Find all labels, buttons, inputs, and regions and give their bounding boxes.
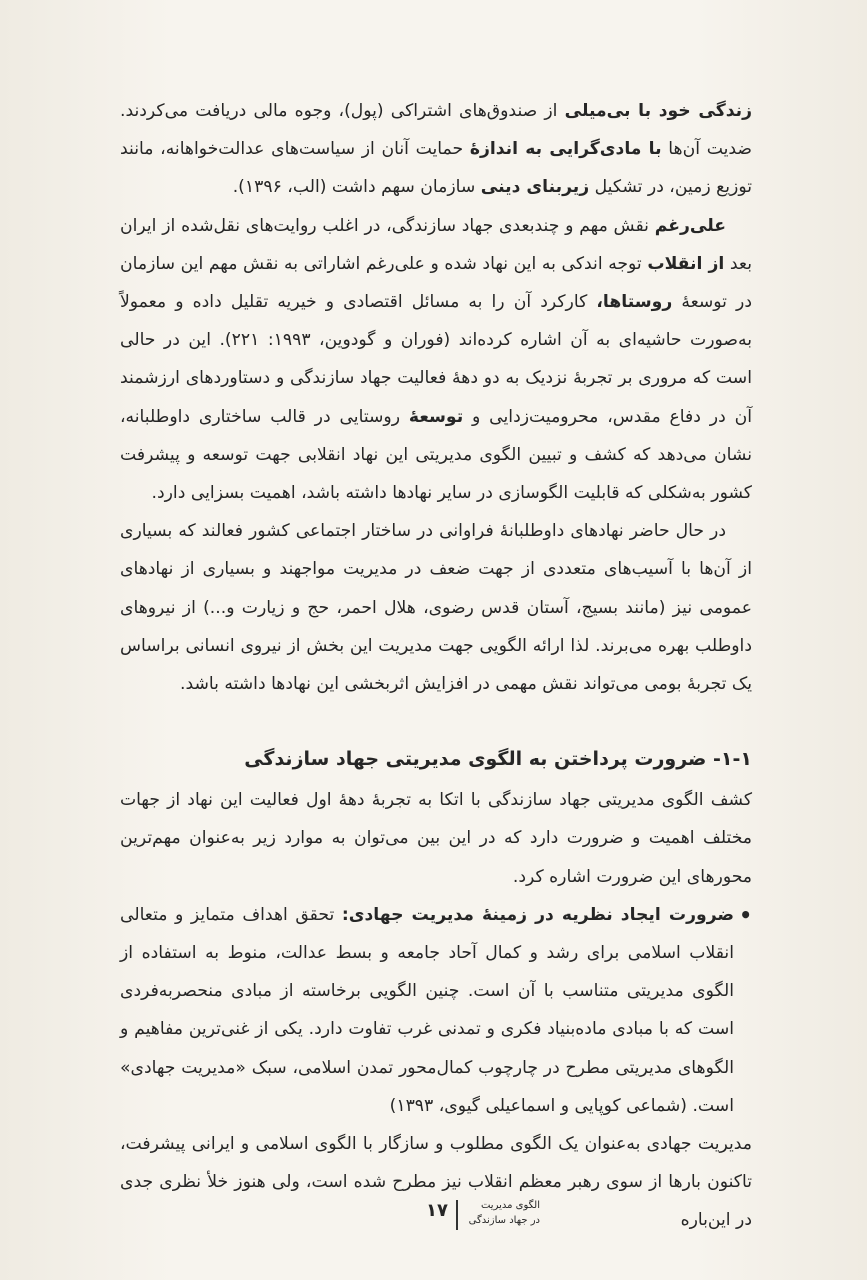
paragraph-2 [120, 207, 752, 513]
paragraph-3: در حال حاضر نهادهای داوطلبانهٔ فراوانی در ساختار اجتماعی کشور فعالند که بسیاری از آن‌ها با آسیب‌های متعددی از جهت ضعف در مدیریت مواجهند و بسیاری از نهادهای عمومی نیز (مانند بسیج، آستان قدس رضوی، هلال احمر، حج و زیارت و...) از نیروهای داوطلب بهره می‌برند. لذا ارائه الگویی جهت مدیریت این بخش از نیروی انسانی براساس یک تجربهٔ بومی می‌تواند نقش مهمی در افزایش اثربخشی این نهادها داشته باشد. [120, 521, 752, 695]
running-title-line: در جهاد سازندگی [468, 1215, 540, 1226]
running-title [466, 1198, 540, 1228]
bold-phrase: با مادی‌گرایی به اندازهٔ [469, 139, 662, 160]
bold-phrase: روستاها، [596, 292, 673, 313]
bold-phrase: از انقلاب [647, 253, 725, 274]
paragraph-text: حمایت آنان از سیاست‌های عدالت‌خواهانه، مانند توزیع زمین، در تشکیل [120, 139, 752, 198]
paragraph-text: نقش مهم و چندبعدی جهاد سازندگی، در اغلب روایت‌های نقل‌شده از ایران بعد [120, 215, 753, 274]
bullet-list [120, 896, 752, 1125]
page-body [120, 92, 752, 1240]
paragraph-5: مدیریت جهادی به‌عنوان یک الگوی مطلوب و سازگار با الگوی اسلامی و ایرانی پیشرفت، تاکنون بارها از سوی رهبر معظم انقلاب نیز مطرح شده است، ولی هنوز خلأ نظری جدی در این‌باره [120, 1134, 752, 1231]
bold-phrase: توسعهٔ [408, 406, 464, 427]
bullet-item [120, 896, 734, 1125]
bold-phrase: علی‌رغم [654, 215, 726, 236]
paragraph-text: روستایی در قالب ساختاری داوطلبانه، نشان می‌دهد که کشف و تبیین الگوی مدیریتی این نهاد انقلابی جهت توسعه و پیشرفت کشور به‌شکلی که قابلیت الگوسازی در سایر نهادها داشته باشد، اهمیت بسزایی دارد. [120, 406, 752, 504]
bold-phrase: زندگی خود با بی‌میلی [564, 101, 752, 121]
paragraph-4: کشف الگوی مدیریتی جهاد سازندگی با اتکا به تجربهٔ دههٔ اول فعالیت این نهاد از جهات مختلف اهمیت و ضرورت دارد که در این بین می‌توان به موارد زیر به‌عنوان مهم‌ترین محورهای این ضرورت اشاره کرد. [120, 790, 752, 887]
running-title-line: الگوی مدیریت [480, 1200, 540, 1211]
bold-phrase: زیربنای دینی [480, 177, 590, 198]
paragraph-text: سازمان سهم داشت (الب، ۱۳۹۶). [232, 177, 481, 198]
page-number: ۱۷ [426, 1200, 448, 1221]
paragraph-text: توجه اندکی به این نهاد شده و علی‌رغم اشاراتی به نقش مهم این سازمان در توسعهٔ [120, 253, 753, 313]
page-footer [410, 1196, 540, 1236]
paragraph-text: کارکرد آن را به مسائل اقتصادی و خیریه تقلیل داده و معمولاً به‌صورت حاشیه‌ای به آن اشاره کرده‌اند (فوران و گودوین، ۱۹۹۳: ۲۲۱). این در حالی است که مروری بر تجربهٔ نزدیک به دو دههٔ فعالیت جهاد سازندگی و دستاوردهای ارزشمند آن در دفاع مقدس، محرومیت‌زدایی و [120, 292, 752, 427]
section-heading: ۱-۱- ضرورت پرداختن به الگوی مدیریتی جهاد سازندگی [244, 748, 752, 771]
bullet-text: تحقق اهداف متمایز و متعالی انقلاب اسلامی برای رشد و کمال آحاد جامعه و بسط عدالت، منوط به استفاده از الگوی مدیریتی متناسب با آن است. چنین الگویی برخاسته از مبادی منحصربه‌فردی است که با مبادی ماده‌بنیاد فکری و تمدنی غرب تفاوت دارد. یکی از غنی‌ترین مفاهیم و الگوهای مدیریتی مطرح در چارچوب کمال‌محور تمدن اسلامی، سبک «مدیریت جهادی» است. (شماعی کوپایی و اسماعیلی گیوی، ۱۳۹۳) [120, 904, 734, 1116]
footer-divider [456, 1200, 458, 1230]
paragraph-1 [120, 92, 752, 207]
bullet-title: ضرورت ایجاد نظریه در زمینهٔ مدیریت جهادی: [341, 904, 734, 925]
paragraph-text: از صندوق‌های اشتراکی (پول)، وجوه مالی دریافت می‌کردند. ضدیت آن‌ها [120, 101, 752, 160]
